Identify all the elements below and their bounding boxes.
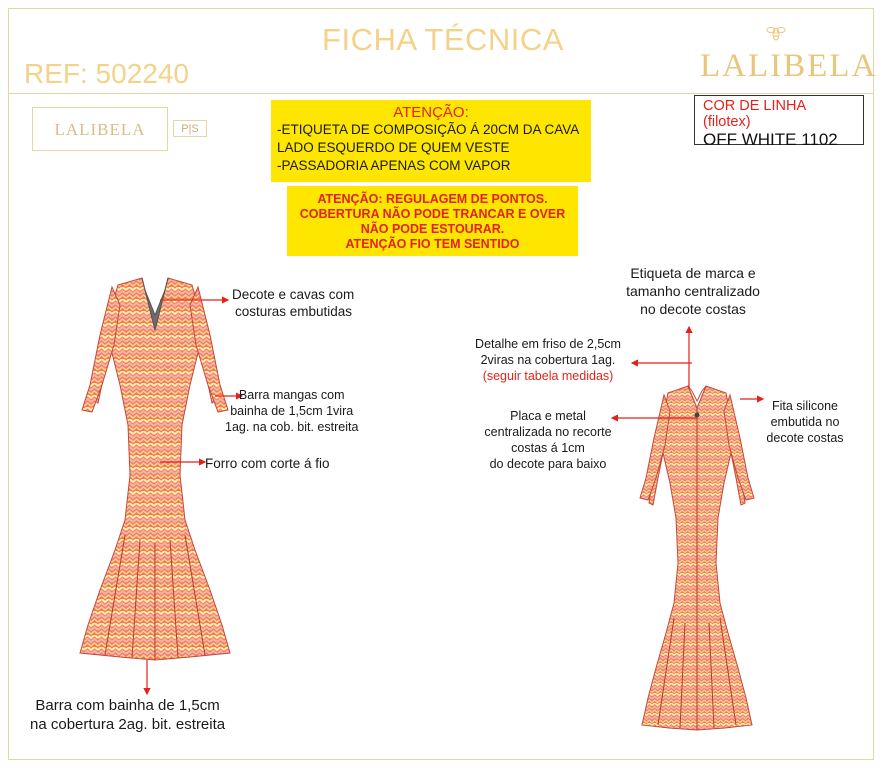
note-hem: Barra com bainha de 1,5cm na cobertura 2ag. bit. estreita — [30, 697, 226, 733]
thread-color-label: COR DE LINHA (filotex) — [703, 98, 806, 130]
note-brand-label: Etiqueta de marca e tamanho centralizado no decote costas — [626, 265, 760, 317]
garment-label: LALIBELA — [32, 107, 168, 151]
warning-line: NÃO PODE ESTOURAR. — [360, 222, 505, 236]
warning-line: ATENÇÃO FIO TEM SENTIDO — [345, 237, 520, 251]
note-lining: Forro com corte á fio — [205, 456, 330, 471]
note-sleeves: Barra mangas com bainha de 1,5cm 1vira 1ag. na cob. bit. estreita — [225, 388, 359, 434]
attention-line: -PASSADORIA APENAS COM VAPOR — [277, 158, 511, 173]
note-tape: Fita silicone embutida no decote costas — [766, 399, 844, 445]
brand-logo: LALIBELA — [700, 48, 878, 84]
warning-line: ATENÇÃO: REGULAGEM DE PONTOS. — [317, 192, 548, 206]
note-detail: Detalhe em friso de 2,5cm 2viras na cobertura 1ag. (seguir tabela medidas) — [475, 337, 621, 383]
attention-line: LADO ESQUERDO DE QUEM VESTE — [277, 140, 510, 155]
note-neckline: Decote e cavas com costuras embutidas — [232, 287, 355, 319]
thread-color-value: OFF WHITE 1102 — [703, 130, 838, 149]
reference-code: REF: 502240 — [24, 58, 189, 89]
attention-line: -ETIQUETA DE COMPOSIÇÃO Á 20CM DA CAVA — [277, 122, 580, 137]
note-plate: Placa e metal centralizada no recorte costas á 1cm do decote para baixo — [484, 409, 612, 471]
attention-heading: ATENÇÃO: — [393, 104, 469, 121]
size-tag: P|S — [173, 120, 207, 137]
warning-line: COBERTURA NÃO PODE TRANCAR E OVER — [299, 207, 566, 221]
page-title: FICHA TÉCNICA — [322, 22, 564, 57]
